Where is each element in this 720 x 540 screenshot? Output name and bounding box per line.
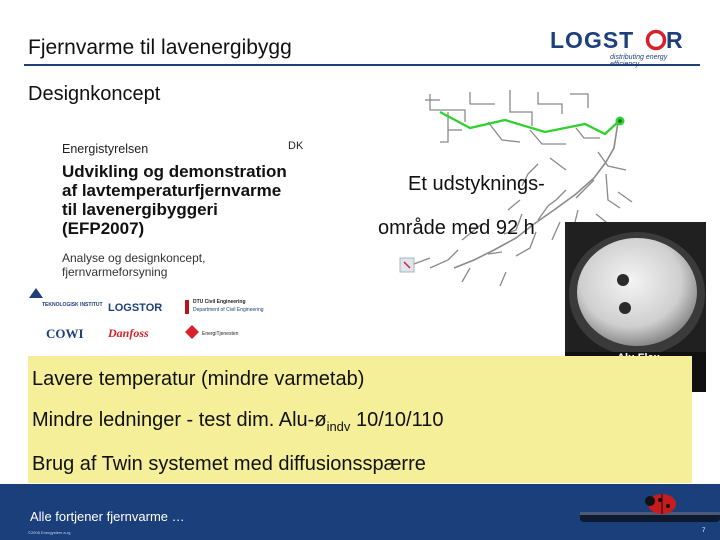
logo-tagline: distributing energy efficiency xyxy=(610,54,668,68)
slide-subtitle: Designkoncept xyxy=(28,83,161,105)
report-heading-line: (EFP2007) xyxy=(62,219,145,238)
teknologisk-icon xyxy=(28,286,44,300)
dtu-logo: DTU Civil Engineering xyxy=(193,299,246,305)
ladybug-on-pipe-icon xyxy=(560,484,720,540)
dtu-icon xyxy=(185,300,189,314)
report-country: DK xyxy=(288,140,304,152)
map-callout-line1: Et udstyknings- xyxy=(408,173,545,195)
slide-title: Fjernvarme til lavenergibygg xyxy=(28,36,292,59)
map-callout-line2: område med 92 h xyxy=(378,217,535,239)
bullet-item-1: Lavere temperatur (mindre varmetab) xyxy=(32,368,365,390)
bullet-item-2-subscript: indv xyxy=(326,419,351,434)
svg-text:LOGST: LOGST xyxy=(550,27,635,53)
svg-text:R: R xyxy=(666,27,683,53)
report-agency: Energistyrelsen xyxy=(62,142,149,156)
bullet-item-2-suffix: 10/10/110 xyxy=(350,409,444,431)
cowi-logo: COWI xyxy=(46,326,84,341)
footer-slogan: Alle fortjener fjernvarme … xyxy=(30,509,185,524)
footer-bar xyxy=(0,484,720,540)
bullet-item-3: Brug af Twin systemet med diffusionsspærre xyxy=(32,453,426,475)
footer-copyright: ©2008 Energystem a-rg xyxy=(28,530,71,535)
danfoss-logo: Danfoss xyxy=(108,326,149,340)
logstor-small-logo: LOGSTOR xyxy=(108,302,163,314)
report-heading xyxy=(62,162,352,238)
logstor-logo xyxy=(548,26,698,66)
bullet-panel xyxy=(28,356,692,483)
report-heading-line: til lavenergibyggeri xyxy=(62,200,218,219)
dtu-sub-logo: Department of Civil Engineering xyxy=(193,307,264,313)
bullet-item-2 xyxy=(32,409,443,434)
energi-icon xyxy=(184,324,200,340)
teknologisk-logo: TEKNOLOGISK INSTITUT xyxy=(42,302,103,308)
report-sub-line: Analyse og designkoncept, xyxy=(62,251,206,265)
report-cover xyxy=(28,130,358,350)
bullet-item-2-prefix: Mindre ledninger - test dim. Alu-ø xyxy=(32,409,327,431)
report-subheading xyxy=(62,251,302,279)
energi-logo: EnergiTjenesten xyxy=(202,331,239,337)
page-number: 7 xyxy=(702,528,706,534)
report-heading-line: af lavtemperaturfjernvarme xyxy=(62,181,282,200)
report-heading-line: Udvikling og demonstration xyxy=(62,162,287,181)
report-sub-line: fjernvarmeforsyning xyxy=(62,265,168,279)
